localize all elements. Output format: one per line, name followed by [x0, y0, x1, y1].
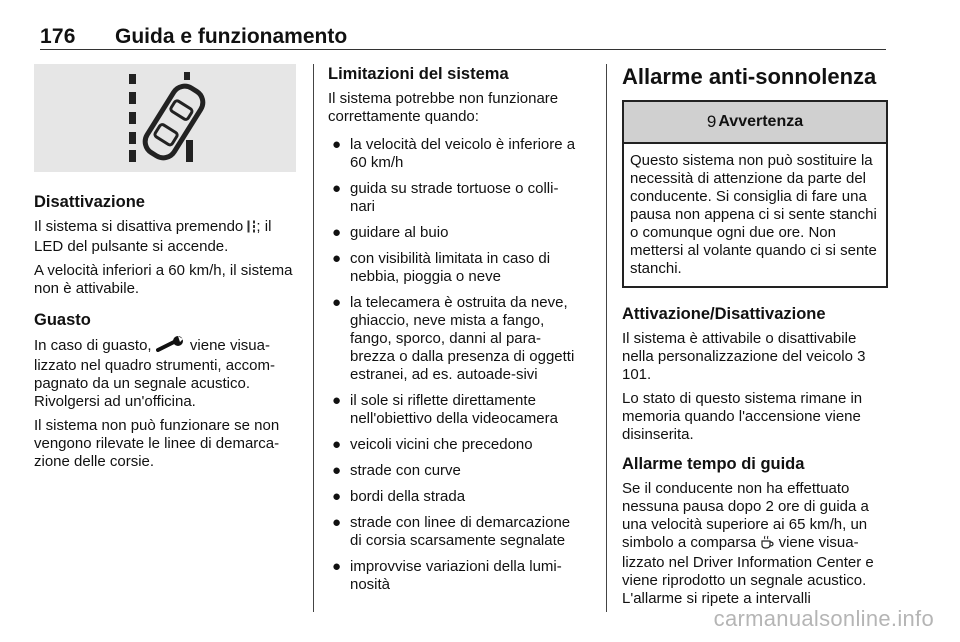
section-title-deactivation: Disattivazione: [34, 193, 145, 211]
section-title-limitations: Limitazioni del sistema: [328, 65, 509, 83]
list-item: ● il sole si riflette direttamente nell'obiettivo della videocamera: [332, 392, 558, 427]
column-right: [622, 64, 888, 614]
column-divider: [606, 64, 607, 612]
list-item: ● con visibilità limitata in caso di nebbia, pioggia o neve: [332, 250, 551, 285]
lane-departure-icon: [34, 64, 296, 172]
header-rule: [40, 49, 886, 50]
subsection-title-activation: Attivazione/Disattivazione: [622, 305, 826, 323]
lane-departure-figure: [34, 64, 296, 172]
warning-header: [624, 102, 886, 144]
page-number: 176: [40, 25, 76, 48]
warning-box: [622, 100, 888, 288]
chapter-title: Guida e funzionamento: [115, 25, 348, 48]
paragraph: Il sistema è attivabile o disattivabile nella personalizzazione del veicolo 3 101.: [622, 330, 866, 383]
limitations-list: [328, 136, 580, 594]
paragraph: Lo stato di questo sistema rimane in memoria quando l'accensione viene disinserita.: [622, 390, 863, 443]
list-item: ● strade con curve: [332, 462, 461, 479]
list-item: ● la velocità del veicolo è inferiore a 60 km/h: [332, 136, 576, 171]
paragraph: In caso di guasto, viene visua-lizzato nel quadro strumenti, accom-pagnato da un segnale acustico. Rivolgersi ad un'officina.: [34, 337, 275, 410]
paragraph: Se il conducente non ha effettuato nessuna pausa dopo 2 ore di guida a una velocità superiore ai 65 km/h, un simbolo a comparsa viene visua-lizzato nel Driver Information Center e viene riprodotto un segnale acustico. L'allarme si ripete a intervalli: [622, 480, 874, 607]
column-left: [34, 64, 298, 477]
wrench-icon: [156, 336, 186, 357]
list-item: ● guida su strade tortuose o colli-nari: [332, 180, 559, 215]
page-header: [40, 20, 886, 50]
list-item: ● strade con linee di demarcazione di corsia scarsamente segnalate: [332, 514, 571, 549]
list-item: ● la telecamera è ostruita da neve, ghiaccio, neve mista a fango, fango, sporco, danni al para-brezza o dalla presenza di oggetti estranei, ad es. autoade-sivi: [332, 294, 575, 383]
list-item: ● veicoli vicini che precedono: [332, 436, 533, 453]
list-item: ● bordi della strada: [332, 488, 466, 505]
paragraph: Il sistema si disattiva premendo ; il LED del pulsante si accende.: [34, 218, 272, 255]
paragraph: A velocità inferiori a 60 km/h, il sistema non è attivabile.: [34, 262, 293, 297]
paragraph: Il sistema non può funzionare se non vengono rilevate le linee di demarca-zione delle corsie.: [34, 417, 280, 470]
list-item: ● guidare al buio: [332, 224, 449, 241]
list-item: ● improvvise variazioni della lumi-nosità: [332, 558, 562, 593]
intro-paragraph: Il sistema potrebbe non funzionare correttamente quando:: [328, 90, 559, 125]
reference-arrow-icon: 3: [857, 348, 866, 365]
warning-text: Questo sistema non può sostituire la necessità di attenzione da parte del conducente. Si consiglia di fare una pausa non appena ci si sente stanchi o comunque ogni due ore. Non mettersi al volante quando ci si sente stanchi.: [630, 152, 877, 277]
section-title-drowsiness: Allarme anti-sonnolenza: [622, 64, 877, 89]
warning-title: Avvertenza: [718, 113, 804, 130]
subsection-title-driving-time: Allarme tempo di guida: [622, 455, 805, 473]
column-divider: [313, 64, 314, 612]
section-title-fault: Guasto: [34, 311, 91, 329]
column-middle: [328, 64, 580, 602]
warning-icon: 9: [706, 112, 717, 131]
watermark: carmanualsonline.info: [713, 606, 934, 631]
coffee-cup-icon: [760, 535, 774, 554]
